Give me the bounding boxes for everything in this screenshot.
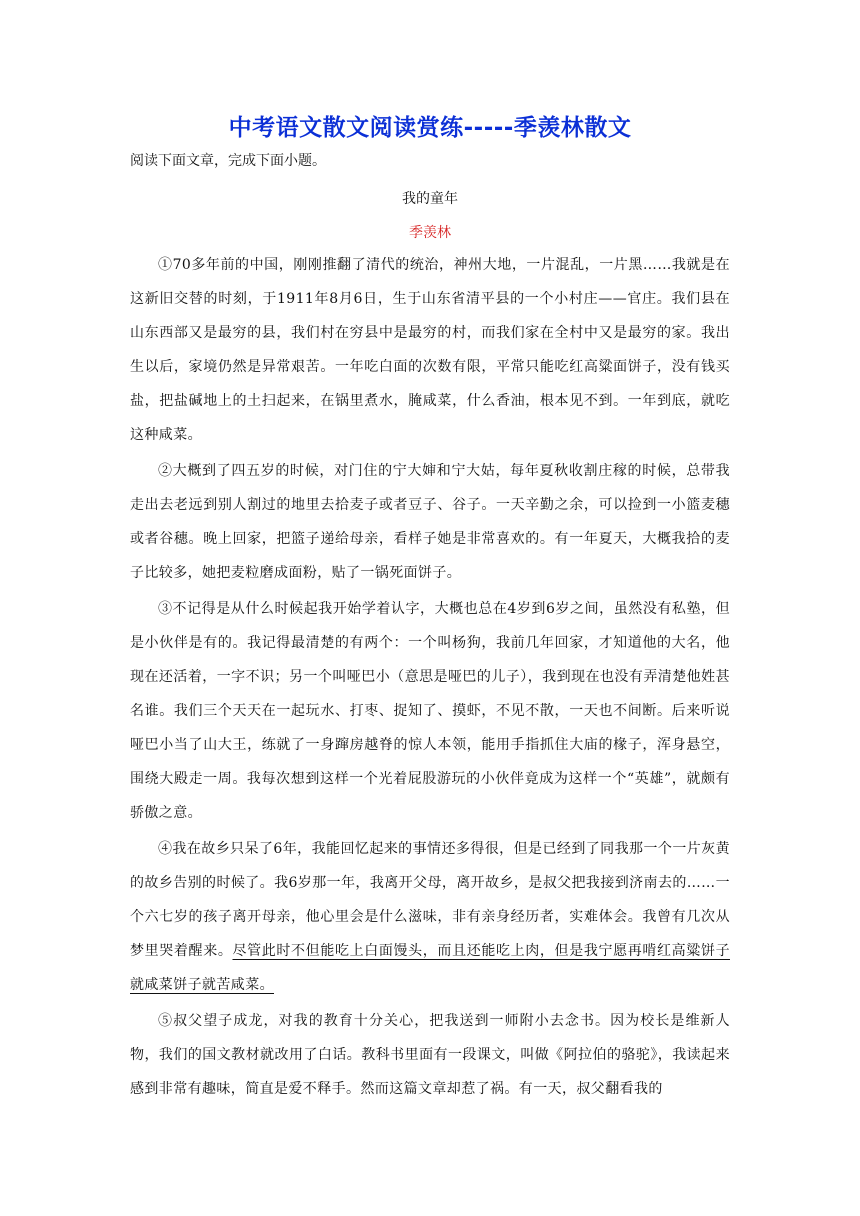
paragraph-2 — [130, 454, 730, 590]
paragraph-3-text: ③不记得是从什么时候起我开始学着认字，大概也总在4岁到6岁之间，虽然没有私塾，但是小伙伴是有的。我记得最清楚的有两个：一个叫杨狗，我前几年回家，才知道他的大名，他现在还活着，一字不识；另一个叫哑巴小（意思是哑巴的儿子），我到现在也没有弄清楚他姓甚名谁。我们三个天天在一起玩水、打枣、捉知了、摸虾，不见不散，一天也不间断。后来听说哑巴小当了山大王，练就了一身蹿房越脊的惊人本领，能用手指抓住大庙的椽子，浑身悬空，围绕大殿走一周。我每次想到这样一个光着屁股游玩的小伙伴竟成为这样一个“英雄”，就颇有骄傲之意。 — [130, 601, 730, 821]
underlined-sentence: 尽管此时不但能吃上白面馒头，而且还能吃上肉，但是我宁愿再啃红高粱饼子就咸菜饼子就苦咸菜。 — [130, 943, 730, 993]
paragraph-5 — [130, 1004, 730, 1106]
paragraph-5-text: ⑤叔父望子成龙，对我的教育十分关心，把我送到一师附小去念书。因为校长是维新人物，我们的国文教材就改用了白话。教科书里面有一段课文，叫做《阿拉伯的骆驼》，我读起来感到非常有趣味，简直是爱不释手。然而这篇文章却惹了祸。有一天，叔父翻看我的 — [130, 1013, 730, 1097]
essay-title: 我的童年 — [402, 191, 458, 207]
document-title: 中考语文散文阅读赏练-----季羡林散文 — [228, 115, 632, 141]
essay-author: 季羡林 — [409, 225, 451, 241]
reading-instruction: 阅读下面文章，完成下面小题。 — [130, 153, 326, 169]
paragraph-2-text: ②大概到了四五岁的时候，对门住的宁大婶和宁大姑，每年夏秋收割庄稼的时候，总带我走出去老远到别人割过的地里去拾麦子或者豆子、谷子。一天辛勤之余，可以捡到一小篮麦穗或者谷穗。晚上回家，把篮子递给母亲，看样子她是非常喜欢的。有一年夏天，大概我拾的麦子比较多，她把麦粒磨成面粉，贴了一锅死面饼子。 — [130, 463, 730, 581]
paragraph-3 — [130, 592, 730, 830]
paragraph-4-text: ④我在故乡只呆了6年，我能回忆起来的事情还多得很，但是已经到了同我那一个一片灰黄的故乡告别的时候了。我6岁那一年，我离开父母，离开故乡，是叔父把我接到济南去的……一个六七岁的孩子离开母亲，他心里会是什么滋味，非有亲身经历者，实难体会。我曾有几次从梦里哭着醒来。 — [130, 841, 730, 959]
paragraph-1-text: ①70多年前的中国，刚刚推翻了清代的统治，神州大地，一片混乱，一片黑……我就是在这新旧交替的时刻，于1911年8月6日，生于山东省清平县的一个小村庄——官庄。我们县在山东西部又是最穷的县，我们村在穷县中是最穷的村，而我们家在全村中又是最穷的家。我出生以后，家境仍然是异常艰苦。一年吃白面的次数有限，平常只能吃红高粱面饼子，没有钱买盐，把盐碱地上的土扫起来，在锅里煮水，腌咸菜，什么香油，根本见不到。一年到底，就吃这种咸菜。 — [130, 257, 730, 443]
paragraph-4 — [130, 832, 730, 1002]
document-page — [130, 112, 730, 1106]
paragraph-1 — [130, 248, 730, 452]
